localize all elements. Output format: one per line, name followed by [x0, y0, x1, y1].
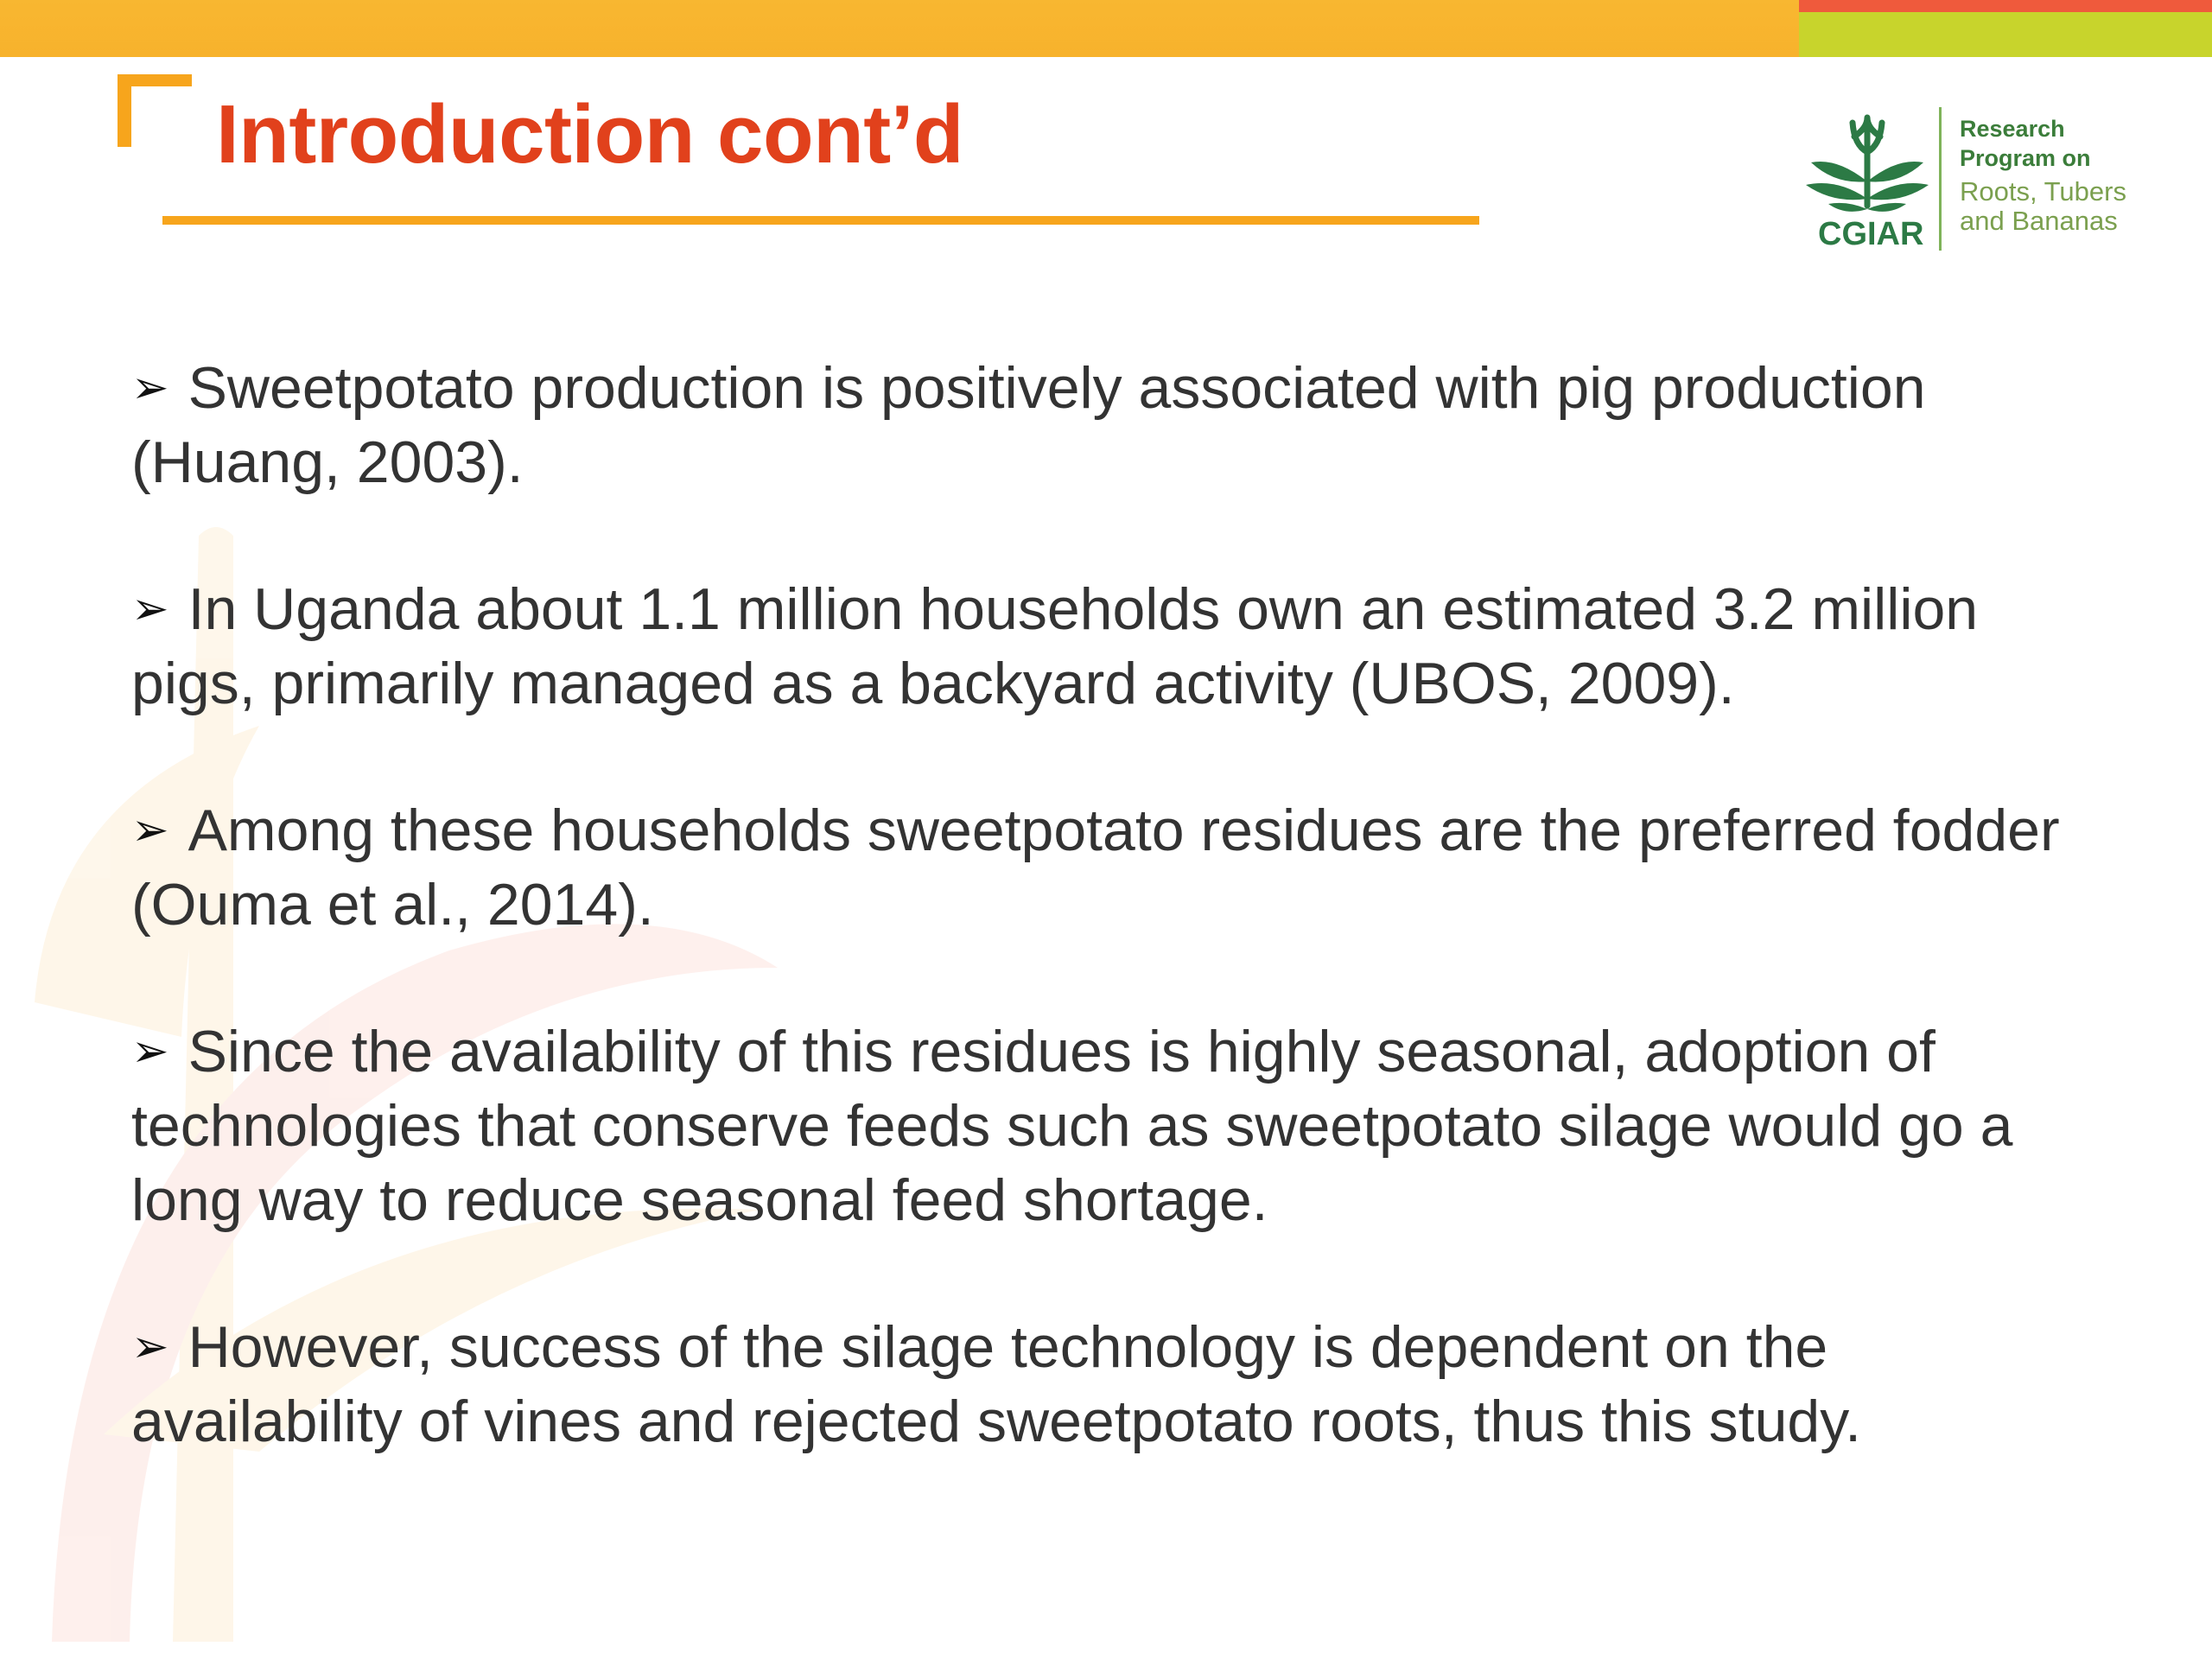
bullet-item — [131, 1310, 2084, 1459]
bullet-item — [131, 572, 2084, 721]
bullet-item — [131, 793, 2084, 942]
arrow-bullet-icon: ➢ — [131, 362, 169, 414]
arrow-bullet-icon: ➢ — [131, 1321, 169, 1373]
title-underline — [162, 216, 1479, 225]
logo-line-3: Roots, Tubers — [1960, 176, 2126, 207]
cgiar-logo — [1802, 102, 2139, 257]
logo-name: CGIAR — [1818, 216, 1924, 252]
bullet-item — [131, 351, 2084, 499]
logo-line-1: Research — [1960, 116, 2065, 142]
arrow-bullet-icon: ➢ — [131, 1026, 169, 1077]
top-color-bar-green — [1799, 12, 2212, 57]
top-color-bar-red — [1799, 0, 2212, 12]
bullet-text: Since the availability of this residues is highly seasonal, adoption of technologies that conserve feeds such as sweetpotato silage would go a long way to reduce seasonal feed shortage. — [131, 1019, 2013, 1233]
arrow-bullet-icon: ➢ — [131, 804, 169, 856]
bullet-item — [131, 1014, 2084, 1237]
logo-line-4: and Bananas — [1960, 206, 2118, 236]
title-corner-bracket — [118, 74, 192, 147]
bullet-text: Sweetpotato production is positively associated with pig production (Huang, 2003). — [131, 355, 1926, 495]
logo-line-2: Program on — [1960, 145, 2091, 171]
logo-divider — [1939, 107, 1942, 251]
bullet-text: In Uganda about 1.1 million households own an estimated 3.2 million pigs, primarily managed as a backyard activity (UBOS, 2009). — [131, 576, 1979, 716]
bullet-text: However, success of the silage technology is dependent on the availability of vines and rejected sweetpotato roots, thus this study. — [131, 1314, 1862, 1454]
bullet-list — [131, 351, 2084, 1531]
arrow-bullet-icon: ➢ — [131, 583, 169, 635]
slide-title: Introduction cont’d — [216, 88, 963, 181]
bullet-text: Among these households sweetpotato residues are the preferred fodder (Ouma et al., 2014). — [131, 798, 2060, 938]
